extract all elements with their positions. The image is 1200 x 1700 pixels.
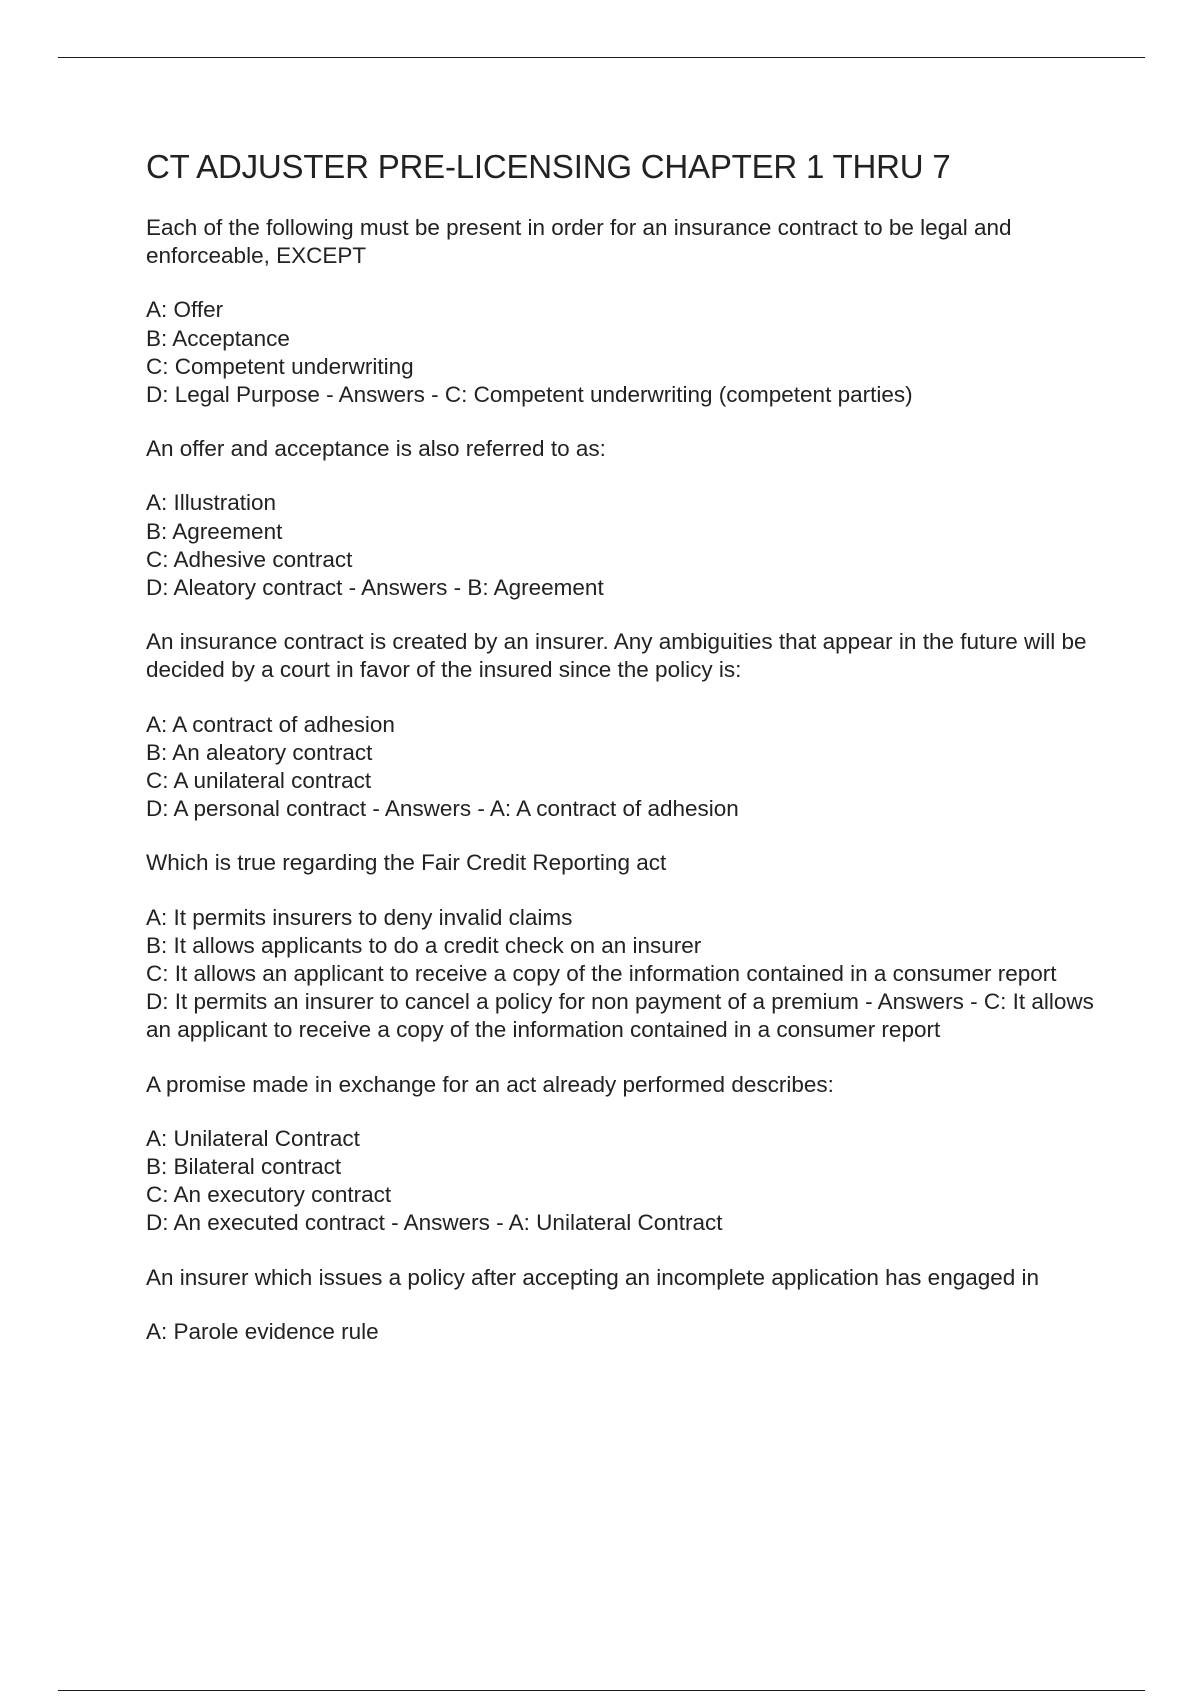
- answer-option: A: It permits insurers to deny invalid claims: [146, 904, 573, 930]
- answer-option: B: Agreement: [146, 518, 283, 544]
- answer-option: A: Illustration: [146, 490, 277, 516]
- answer-option: B: An aleatory contract: [146, 739, 373, 765]
- answer-option: B: It allows applicants to do a credit check on an insurer: [146, 932, 702, 958]
- question-text: An insurance contract is created by an insurer. Any ambiguities that appear in the future will be decided by a court in favor of the insured since the policy is:: [146, 629, 1087, 683]
- answer-option: A: Unilateral Contract: [146, 1125, 360, 1151]
- question-block: [146, 849, 1101, 1044]
- question-block: [146, 214, 1101, 409]
- answer-option: D: Aleatory contract - Answers - B: Agreement: [146, 575, 604, 601]
- answer-option: C: It allows an applicant to receive a copy of the information contained in a consumer report: [146, 961, 1057, 987]
- document-body: [146, 140, 1101, 1372]
- answer-option: C: Competent underwriting: [146, 353, 414, 379]
- question-block: [146, 435, 1101, 602]
- answer-option: C: A unilateral contract: [146, 768, 372, 794]
- question-block: [146, 1264, 1101, 1346]
- answer-option: A: Offer: [146, 297, 224, 323]
- answer-option: B: Acceptance: [146, 325, 290, 351]
- question-text: Which is true regarding the Fair Credit Reporting act: [146, 850, 667, 876]
- answer-option: A: Parole evidence rule: [146, 1318, 379, 1344]
- question-text: A promise made in exchange for an act already performed describes:: [146, 1071, 834, 1097]
- header-divider: [58, 57, 1145, 58]
- answer-option: D: A personal contract - Answers - A: A contract of adhesion: [146, 796, 739, 822]
- answer-option: D: An executed contract - Answers - A: Unilateral Contract: [146, 1210, 723, 1236]
- answer-option: D: Legal Purpose - Answers - C: Competent underwriting (competent parties): [146, 382, 913, 408]
- answer-option: D: It permits an insurer to cancel a policy for non payment of a premium - Answers - C: It allows an applicant to receive a copy of the information contained in a consumer report: [146, 989, 1094, 1043]
- footer-divider: [58, 1690, 1145, 1691]
- question-text: An insurer which issues a policy after accepting an incomplete application has engaged in: [146, 1264, 1040, 1290]
- answer-option: B: Bilateral contract: [146, 1154, 342, 1180]
- answer-option: A: A contract of adhesion: [146, 711, 395, 737]
- answer-option: C: Adhesive contract: [146, 546, 353, 572]
- question-block: [146, 628, 1101, 823]
- question-text: Each of the following must be present in order for an insurance contract to be legal and enforceable, EXCEPT: [146, 215, 1012, 269]
- question-text: An offer and acceptance is also referred to as:: [146, 436, 606, 462]
- document-title: CT ADJUSTER PRE-LICENSING CHAPTER 1 THRU 7: [146, 148, 951, 185]
- answer-option: C: An executory contract: [146, 1182, 392, 1208]
- question-block: [146, 1071, 1101, 1238]
